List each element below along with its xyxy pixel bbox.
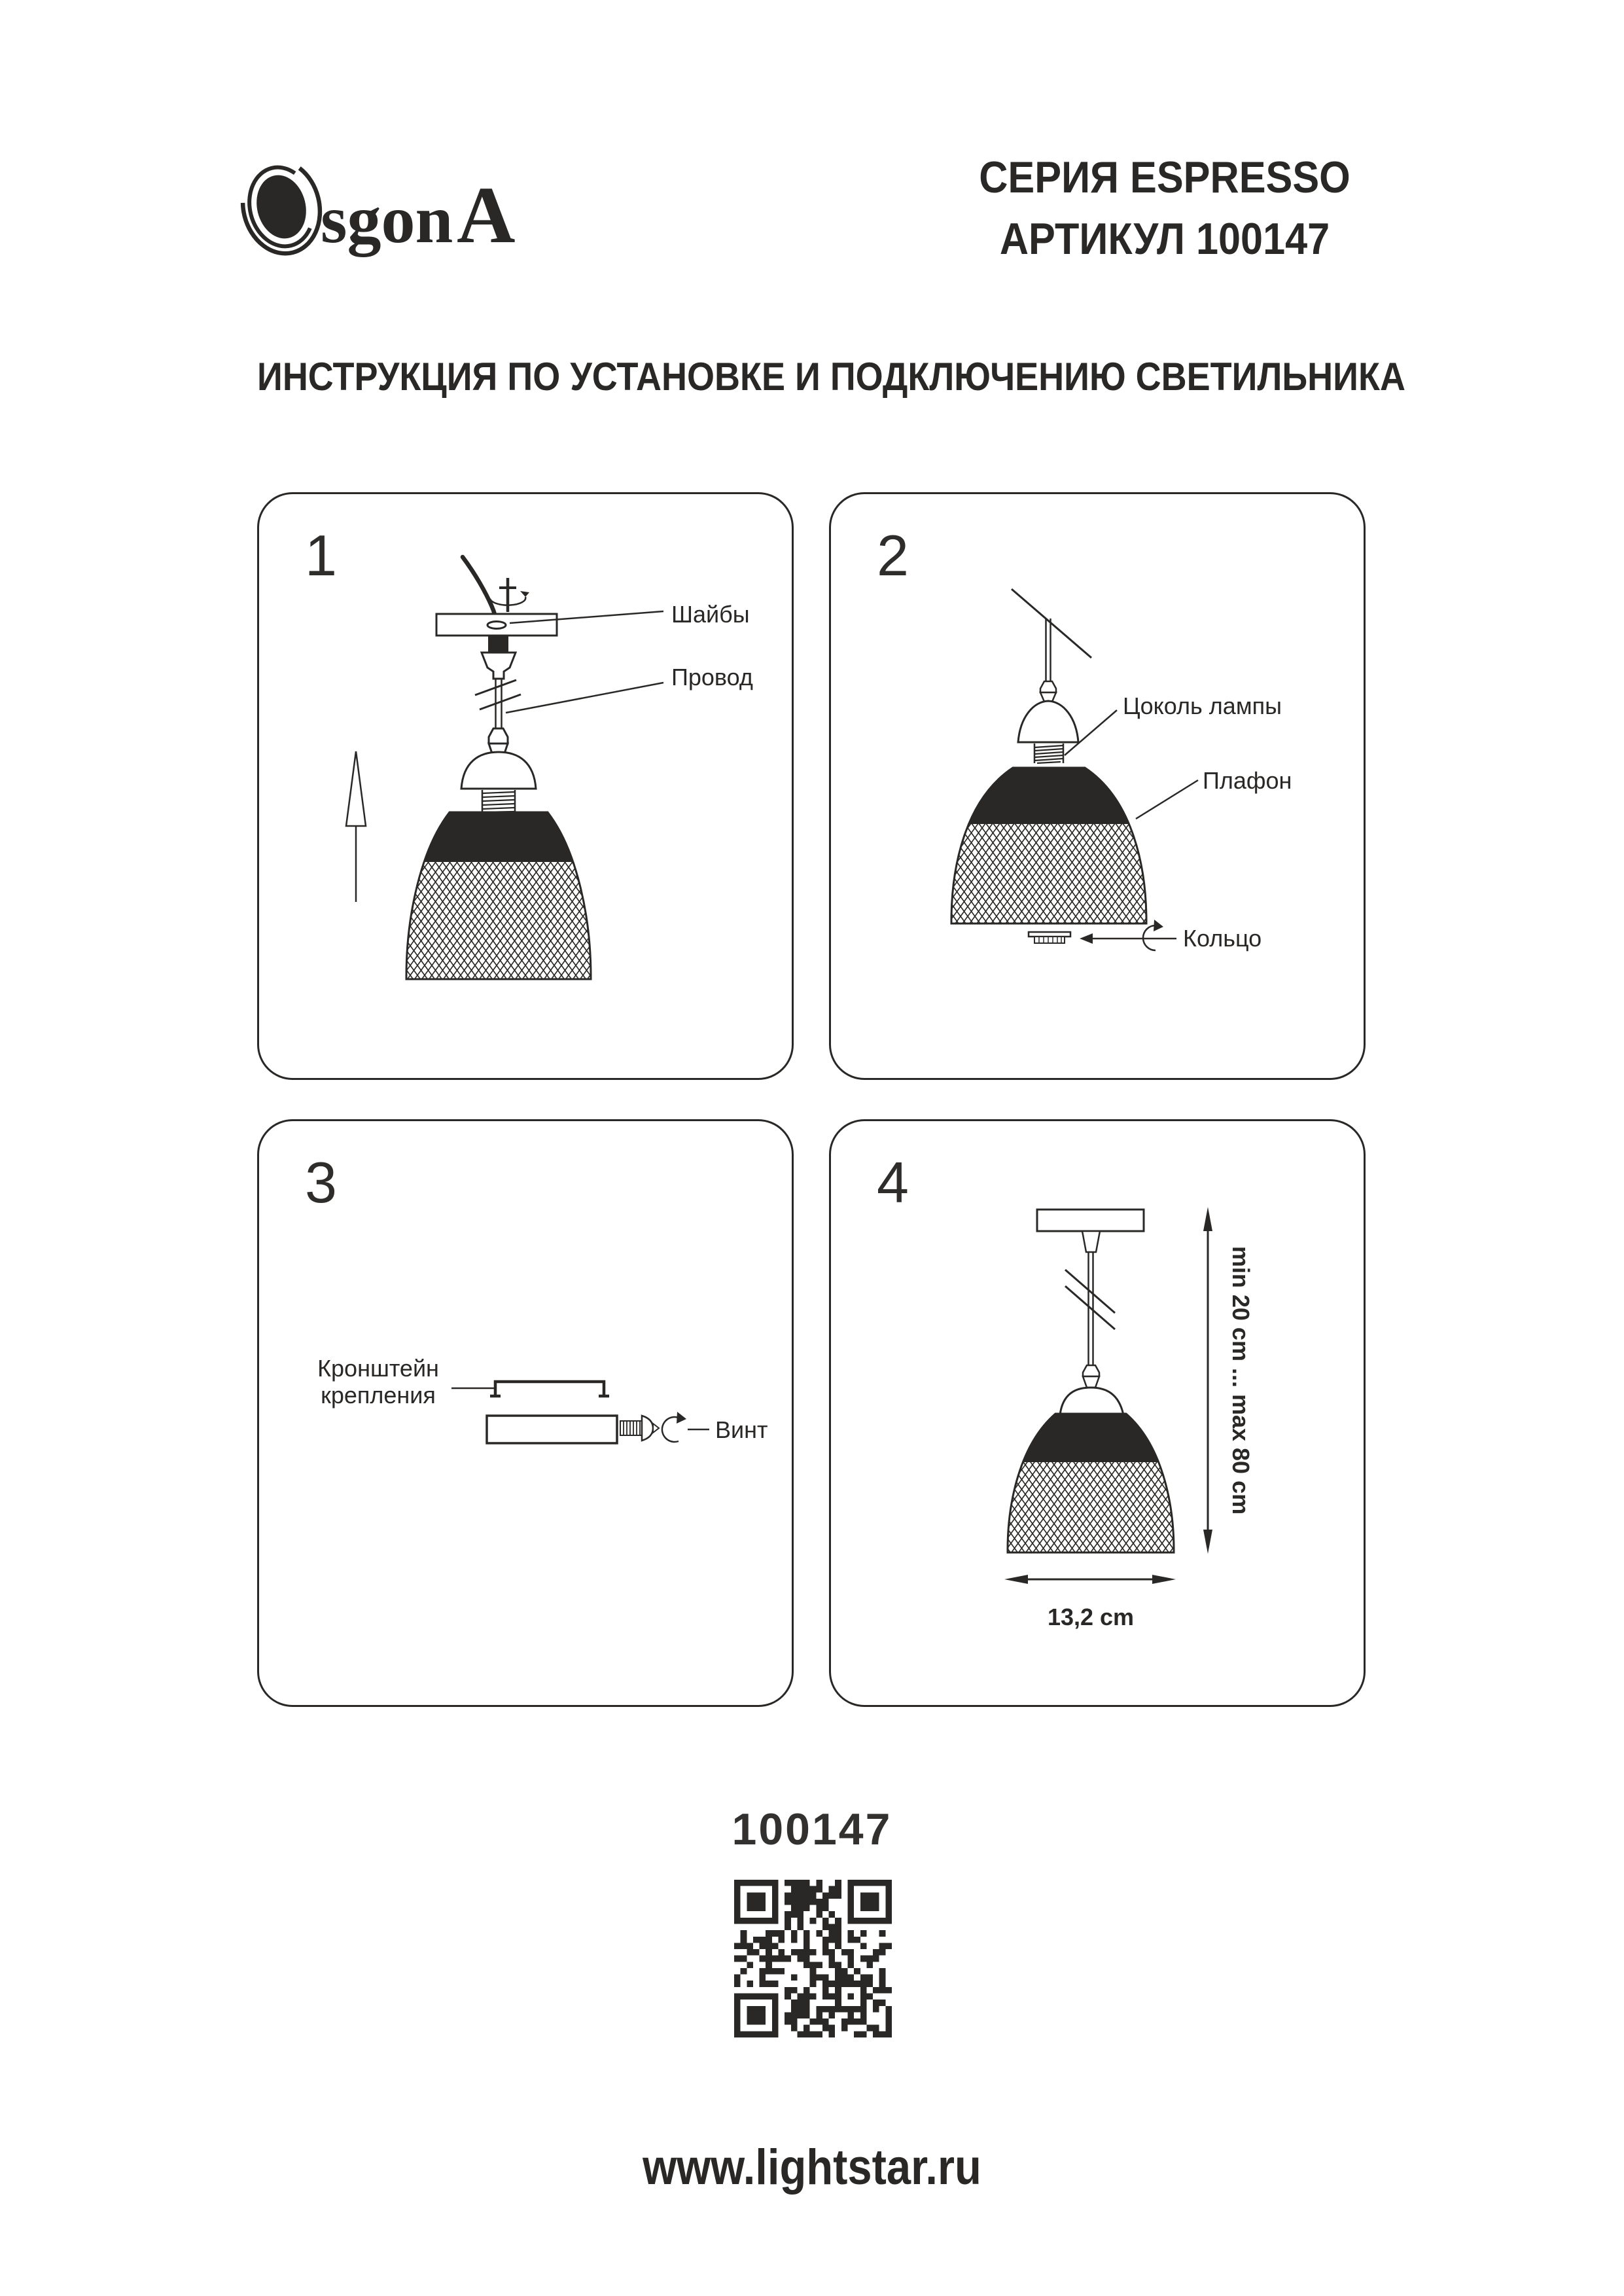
- ceiling-plate: [1037, 1210, 1144, 1231]
- series-label: СЕРИЯ ESPRESSO: [979, 152, 1350, 202]
- washers-label: Шайбы: [671, 601, 750, 628]
- step-number: 3: [305, 1150, 337, 1215]
- shade-black-band: [1001, 1414, 1178, 1462]
- mounting-bar: [487, 1416, 617, 1443]
- top-cone: [1082, 1231, 1100, 1252]
- logo-text-cap: A: [457, 170, 516, 260]
- wire-label: Провод: [671, 664, 753, 691]
- lampshade: [390, 812, 612, 980]
- screw: [620, 1416, 659, 1441]
- up-arrow: [346, 751, 366, 902]
- washer: [487, 622, 506, 629]
- break-marks: [1065, 1270, 1115, 1329]
- socket-thread: [1034, 744, 1063, 763]
- bracket-label-line1: Кронштейн: [317, 1355, 439, 1382]
- suspension-wire: [1046, 619, 1051, 681]
- shade-black-band: [390, 812, 612, 862]
- page-title: ИНСТРУКЦИЯ ПО УСТАНОВКЕ И ПОДКЛЮЧЕНИЮ СВЕТИЛЬНИКА: [257, 355, 1405, 399]
- step-number: 1: [305, 523, 337, 588]
- cord-fitting: [1040, 681, 1056, 702]
- ring-arrow: [1080, 933, 1176, 944]
- height-dimension: [1203, 1207, 1212, 1554]
- thread-collar: [482, 790, 515, 812]
- step-panel-2: [829, 492, 1366, 1080]
- osgona-logo: [234, 144, 533, 264]
- article-label: АРТИКУЛ 100147: [999, 214, 1330, 264]
- cord-cone: [482, 653, 516, 679]
- cord-grip: [488, 636, 508, 653]
- cord-fitting: [1083, 1365, 1099, 1388]
- mounting-screw-icon: [490, 578, 529, 612]
- break-marks: [475, 680, 521, 709]
- shade-mesh: [949, 824, 1149, 924]
- ceiling-cut-line: [1012, 589, 1091, 658]
- ring-diagram: [1029, 932, 1070, 943]
- step-panel-1: [257, 492, 794, 1080]
- article-number: 100147: [732, 1804, 892, 1854]
- shade-leader: [1136, 780, 1198, 819]
- bracket-label-line2: крепления: [321, 1382, 436, 1408]
- website-link: www.lightstar.ru: [643, 2140, 981, 2195]
- socket-label: Цоколь лампы: [1123, 692, 1282, 719]
- qr-code: [734, 1880, 892, 2037]
- shade-black-band: [949, 768, 1149, 824]
- canopy: [1018, 701, 1078, 742]
- width-dimension-label: 13,2 cm: [1047, 1604, 1135, 1630]
- lampshade: [949, 768, 1149, 924]
- wire-leader: [506, 683, 663, 713]
- canopy: [461, 752, 536, 789]
- width-dimension: [1004, 1575, 1176, 1584]
- screw-label: Винт: [715, 1416, 768, 1443]
- logo-text: sgon: [321, 182, 453, 257]
- lampshade: [1001, 1414, 1178, 1552]
- step-panel-4: [829, 1119, 1366, 1707]
- step-3-diagram: [259, 1121, 796, 1709]
- step-panel-3: [257, 1119, 794, 1707]
- step-1-diagram: [259, 494, 796, 1082]
- step-2-diagram: [831, 494, 1368, 1082]
- height-dimension-label: min 20 cm ... max 80 cm: [1227, 1246, 1254, 1515]
- logo-o-mark: [234, 152, 330, 262]
- canopy: [1060, 1388, 1123, 1415]
- shade-mesh: [1001, 1462, 1178, 1552]
- ring-label: Кольцо: [1183, 925, 1262, 952]
- cord-fitting: [489, 728, 508, 753]
- step-number: 2: [877, 523, 909, 588]
- mounting-bracket: [490, 1382, 609, 1396]
- step-number: 4: [877, 1150, 909, 1215]
- screw-rotate-icon: [662, 1412, 686, 1442]
- header-product-block: [934, 147, 1396, 270]
- shade-label: Плафон: [1203, 767, 1292, 794]
- step-4-diagram: [831, 1121, 1368, 1709]
